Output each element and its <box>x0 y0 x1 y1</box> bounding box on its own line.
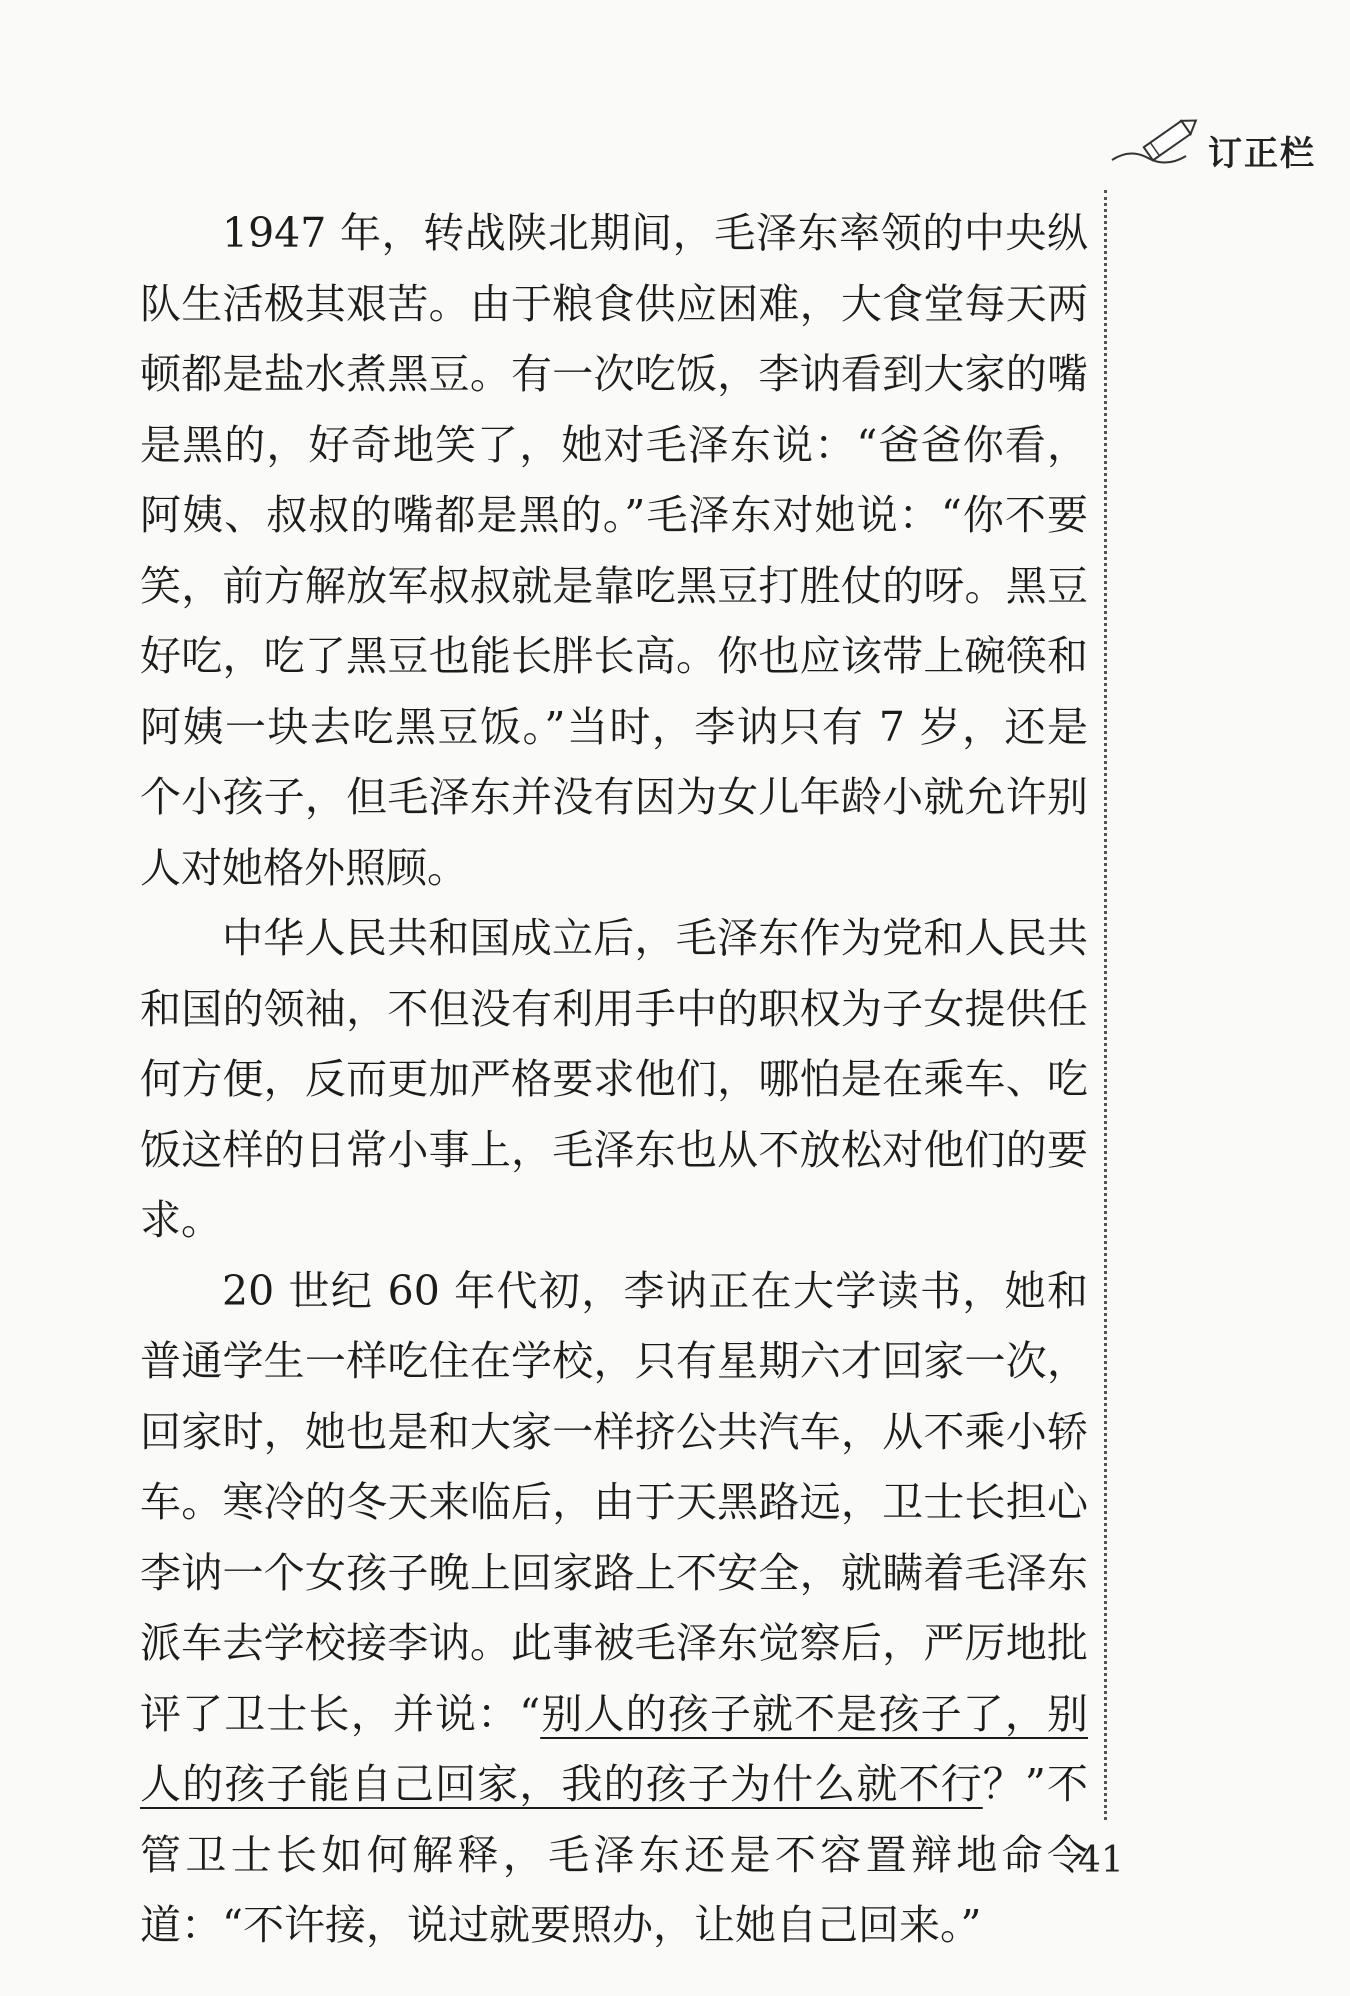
correction-column-header <box>1108 108 1328 178</box>
page-number: 41 <box>1078 1840 1124 1881</box>
paragraph-3 <box>140 1256 1088 1961</box>
pencil-icon <box>1108 108 1208 178</box>
correction-column-title: 订正栏 <box>1208 134 1316 174</box>
paragraph-1: 1947 年，转战陕北期间，毛泽东率领的中央纵队生活极其艰苦。由于粮食供应困难，大食堂每天两顿都是盐水煮黑豆。有一次吃饭，李讷看到大家的嘴是黑的，好奇地笑了，她对毛泽东说：“爸爸你看，阿姨、叔叔的嘴都是黑的。”毛泽东对她说：“你不要笑，前方解放军叔叔就是靠吃黑豆打胜仗的呀。黑豆好吃，吃了黑豆也能长胖长高。你也应该带上碗筷和阿姨一块去吃黑豆饭。”当时，李讷只有 7 岁，还是个小孩子，但毛泽东并没有因为女儿年龄小就允许别人对她格外照顾。 <box>140 209 1088 892</box>
paragraph-3-lead: 20 世纪 60 年代初，李讷正在大学读书，她和普通学生一样吃住在学校，只有星期六才回家一次，回家时，她也是和大家一样挤公共汽车，从不乘小轿车。寒冷的冬天来临后，由于天黑路远，卫士长担心李讷一个女孩子晚上回家路上不安全，就瞒着毛泽东派车去学校接李讷。此事被毛泽东觉察后，严厉地批评了卫士长，并说：“ <box>140 1266 1088 1738</box>
paragraph-2: 中华人民共和国成立后，毛泽东作为党和人民共和国的领袖，不但没有利用手中的职权为子女提供任何方便，反而更加严格要求他们，哪怕是在乘车、吃饭这样的日常小事上，毛泽东也从不放松对他们的要求。 <box>140 914 1088 1244</box>
body-text <box>140 198 1088 1961</box>
underlined-quote: 别人的孩子就不是孩子了，别人的孩子能自己回家，我的孩子为什么就不行 <box>140 1689 1088 1808</box>
margin-divider <box>1104 190 1107 1820</box>
paragraph-3-tail: ？”不管卫士长如何解释，毛泽东还是不容置辩地命令道：“不许接，说过就要照办，让她自己回来。” <box>140 1760 1089 1949</box>
